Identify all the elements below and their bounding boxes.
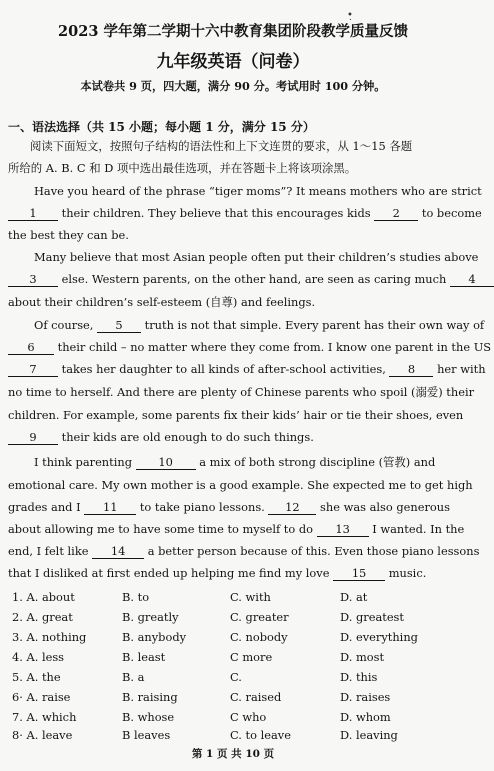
passage-line	[8, 544, 479, 559]
passage-text: to become	[421, 206, 482, 220]
blank-2: 2	[374, 207, 418, 221]
blank-10: 10	[136, 456, 196, 470]
passage-line	[34, 454, 435, 470]
option-row-4	[12, 650, 462, 666]
option-b: B. least	[122, 650, 166, 664]
option-c: C.	[230, 670, 242, 684]
option-c: C. to leave	[230, 728, 291, 742]
passage-line: no time to herself. And there are plenty of Chinese parents who spoil (溺爱) their	[8, 385, 475, 399]
option-a: 5. A. the	[12, 670, 61, 684]
option-row-8	[12, 728, 462, 744]
option-row-7	[12, 710, 462, 726]
passage-text: else. Western parents, on the other hand, are seen as caring much	[61, 272, 447, 286]
passage-text: truth is not that simple. Every parent has their own way of	[144, 318, 485, 332]
passage-text: their child – no matter where they come from. I know one parent in the US	[57, 340, 492, 354]
blank-14: 14	[92, 545, 144, 559]
option-a: 6· A. raise	[12, 690, 71, 704]
option-d: D. most	[340, 650, 385, 664]
option-a: 4. A. less	[12, 650, 65, 664]
passage-text: about allowing me to have some time to myself to do	[8, 522, 314, 536]
option-a: 1. A. about	[12, 590, 75, 604]
passage-line: emotional care. My own mother is a good example. She expected me to get high	[8, 478, 473, 492]
blank-6: 6	[8, 341, 54, 355]
blank-7: 7	[8, 363, 58, 377]
option-b: B. greatly	[122, 610, 179, 624]
option-c: C who	[230, 710, 267, 724]
blank-3: 3	[8, 273, 58, 287]
passage-line: Have you heard of the phrase “tiger moms”? It means mothers who are strict	[34, 184, 482, 198]
option-b: B. whose	[122, 710, 175, 724]
option-c: C. nobody	[230, 630, 288, 644]
option-d: D. everything	[340, 630, 418, 644]
passage-text: I think parenting	[34, 455, 132, 469]
option-a: 2. A. great	[12, 610, 73, 624]
blank-5: 5	[97, 319, 141, 333]
section-heading: 一、语法选择（共 15 小题；每小题 1 分，满分 15 分）	[8, 120, 315, 134]
passage-text: takes her daughter to all kinds of after-school activities,	[61, 362, 386, 376]
passage-text: she was also generous	[320, 500, 450, 514]
passage-line: children. For example, some parents fix their kids’ hair or tie their shoes, even	[8, 408, 464, 422]
blank-1: 1	[8, 207, 58, 221]
passage-line: the best they can be.	[8, 228, 129, 242]
passage-text: grades and I	[8, 500, 81, 514]
option-c: C. greater	[230, 610, 289, 624]
page-footer: 第 1 页 共 10 页	[191, 748, 275, 760]
passage-line	[34, 318, 484, 333]
passage-text: that I disliked at first ended up helping me find my love	[8, 566, 330, 580]
passage-line: about their children’s self-esteem (自尊) and feelings.	[8, 295, 316, 309]
option-row-2	[12, 610, 462, 626]
option-b: B. a	[122, 670, 145, 684]
option-row-3	[12, 630, 462, 646]
option-row-5	[12, 670, 462, 686]
blank-11: 11	[84, 501, 136, 515]
passage-text: their children. They believe that this encourages kids	[61, 206, 371, 220]
option-c: C. raised	[230, 690, 282, 704]
option-row-1	[12, 590, 462, 606]
passage-text: to take piano lessons.	[139, 500, 265, 514]
option-b: B. anybody	[122, 630, 187, 644]
option-a: 7. A. which	[12, 710, 77, 724]
option-c: C more	[230, 650, 273, 664]
option-d: D. raises	[340, 690, 391, 704]
option-a: 8· A. leave	[12, 728, 73, 742]
option-d: D. whom	[340, 710, 391, 724]
exam-title: 2023 学年第二学期十六中教育集团阶段教学质量反馈	[58, 23, 408, 40]
blank-15: 15	[333, 567, 385, 581]
option-b: B leaves	[122, 728, 171, 742]
instruction-line: 所给的 A. B. C 和 D 项中选出最佳选项，并在答题卡上将该项涂黑。	[8, 161, 357, 175]
blank-4: 4	[450, 273, 494, 287]
exam-subtitle: 九年级英语（问卷）	[156, 52, 310, 72]
passage-text: I wanted. In the	[372, 522, 465, 536]
option-b: B. to	[122, 590, 150, 604]
blank-13: 13	[317, 523, 369, 537]
option-row-6	[12, 690, 462, 706]
passage-text: a mix of both strong discipline (管教) and	[199, 455, 436, 469]
instruction-line: 阅读下面短文，按照句子结构的语法性和上下文连贯的要求，从 1～15 各题	[30, 139, 413, 153]
passage-line	[8, 566, 426, 581]
option-d: D. greatest	[340, 610, 404, 624]
passage-text: her with	[437, 362, 486, 376]
passage-line	[8, 362, 486, 377]
option-d: D. leaving	[340, 728, 398, 742]
exam-note: 本试卷共 9 页，四大题，满分 90 分。考试用时 100 分钟。	[80, 79, 386, 93]
passage-line	[8, 340, 491, 355]
blank-12: 12	[268, 501, 316, 515]
option-d: D. this	[340, 670, 378, 684]
passage-line	[8, 272, 494, 287]
option-c: C. with	[230, 590, 271, 604]
passage-text: a better person because of this. Even those piano lessons	[147, 544, 480, 558]
passage-line	[8, 430, 314, 445]
blank-9: 9	[8, 431, 58, 445]
passage-text: music.	[388, 566, 427, 580]
passage-text: their kids are old enough to do such things.	[61, 430, 314, 444]
passage-text: end, I felt like	[8, 544, 89, 558]
passage-line	[8, 206, 482, 221]
ink-mark: •̣	[347, 10, 353, 21]
passage-line	[8, 522, 464, 537]
blank-8: 8	[389, 363, 433, 377]
passage-line	[8, 500, 450, 515]
option-b: B. raising	[122, 690, 178, 704]
option-a: 3. A. nothing	[12, 630, 87, 644]
passage-line: Many believe that most Asian people often put their children’s studies above	[34, 250, 479, 264]
passage-text: Of course,	[34, 318, 94, 332]
option-d: D. at	[340, 590, 368, 604]
